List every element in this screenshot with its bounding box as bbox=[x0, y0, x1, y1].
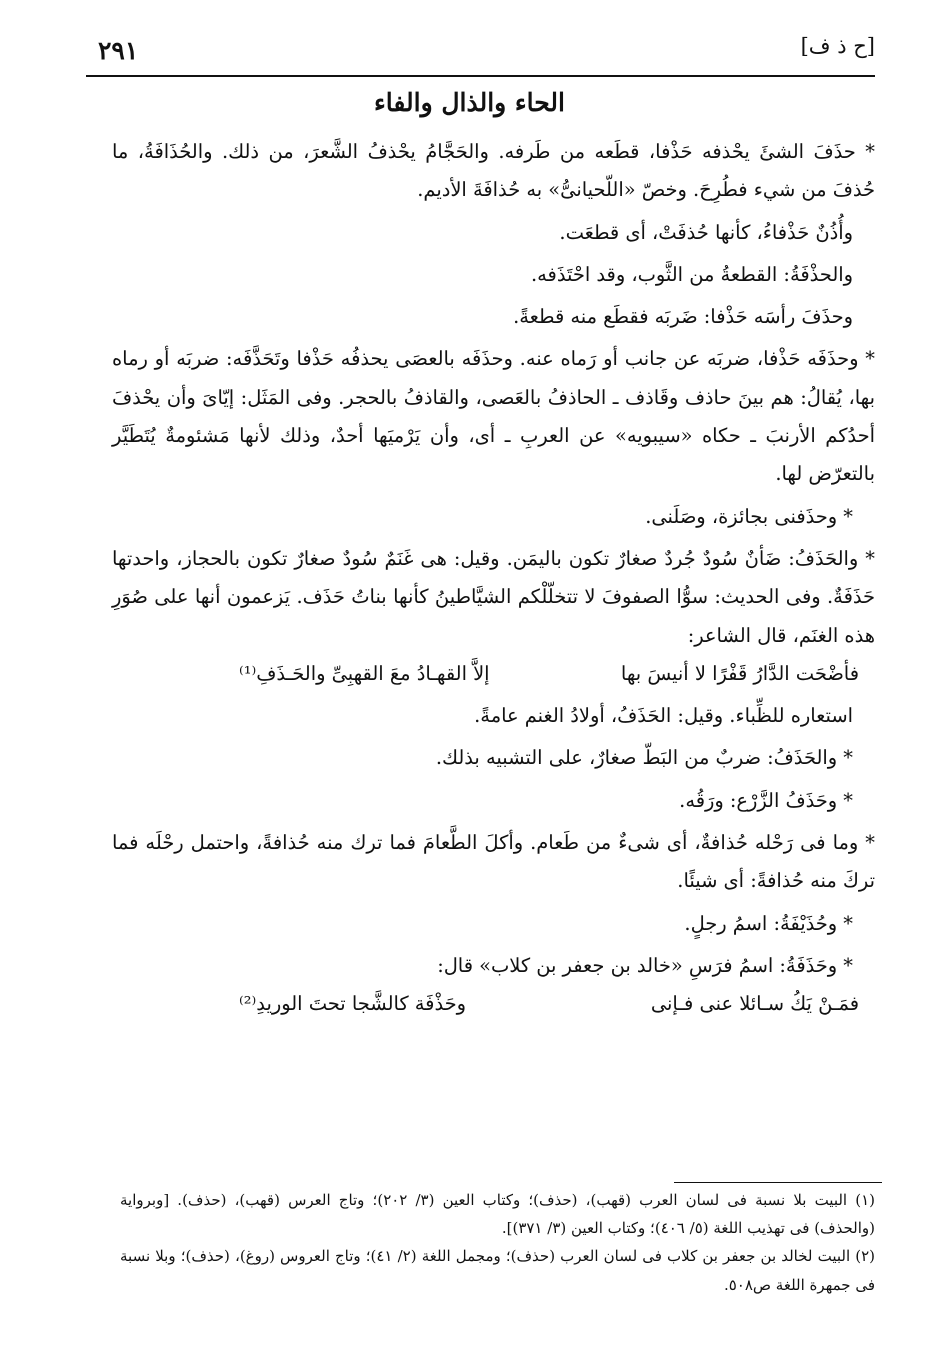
verse-first-hemistich: فأضْحَت الدَّارُ قَفْرًا لا أنيسَ بها bbox=[620, 661, 859, 685]
verse-second-hemistich: وحَذْفَة كالشَّجا تحتَ الوريدِ⁽²⁾ bbox=[239, 992, 466, 1016]
paragraph: استعاره للظِّباء. وقيل: الحَذَفُ، أولادُ الغنم عامةً. bbox=[474, 704, 853, 728]
paragraph: * حذَفَ الشئَ يحْذفه حَذْفا، قطَعه من طَرفه. والحَجَّامُ يحْذفُ الشَّعرَ، من ذلك. والحُذَافَةُ، ما حُذفَ من شيء فطُرِحَ. وخصّ «اللّحيانىُّ» به حُذافَةَ الأديم. bbox=[112, 140, 875, 202]
paragraph: * وحَذَفَةُ: اسمُ فرَسِ «خالد بن جعفر بن كلاب» قال: bbox=[437, 953, 853, 977]
paragraph: وحذَفَ رأسَه حَذْفا: ضَربَه فقطَع منه قطعةً. bbox=[513, 305, 853, 329]
footnote-rule bbox=[674, 1182, 882, 1183]
entry-body bbox=[112, 133, 875, 1024]
verse-first-hemistich: فمَـنْ يَكُ سـائلا عنى فـإنى bbox=[650, 992, 859, 1016]
paragraph: * وحذَفنى بجائزة، وصَلَنى. bbox=[645, 504, 853, 528]
section-title: الحاء والذال والفاء bbox=[373, 88, 565, 117]
paragraph: والحذْفَةُ: القطعةُ من الثَّوب، وقد احْتَذَفه. bbox=[530, 262, 853, 286]
paragraph: * وما فى رَحْله حُذافةٌ، أى شىءٌ من طَعام. وأكلَ الطَّعامَ فما ترك منه حُذافةً، واحتمل رحْلَه فما تركَ منه حُذافةً: أى شيئًا. bbox=[112, 831, 875, 893]
paragraph: وأُذُنٌ حَذْفاءُ، كأنها حُذفَتْ، أى قطعَت. bbox=[559, 220, 853, 244]
paragraph: * وحَذَفُ الزَّرْع: ورَقُه. bbox=[679, 788, 853, 812]
paragraph: * وحذَفَه حَذْفا، ضربَه عن جانب أو رَماه عنه. وحذَفَه بالعصَى يحذفُه حَذْفا وتَحَذَّفَه: ضربَه أو رماه بها، يُقالُ: هم بينَ حاذف وقَاذف ـ الحاذفُ بالعَصى، والقاذفُ بالحجر. وفى المَثَل: إيّاىَ وأن يحْذفَ أحدُكم الأرنبَ ـ حكاه «سيبويه» عن العربِ ـ أى، وأن يَرْميَها أحدٌ، وذلك لأنها مَشئومةٌ يُتَطَيَّر بالتعرّض لها. bbox=[112, 347, 875, 486]
verse-second-hemistich: إلاَّ القهـادُ معَ القهبِىِّ والحَـذَفِ⁽¹⁾ bbox=[239, 661, 490, 685]
paragraph: * وحُذَيْفَةُ: اسمُ رجلٍ. bbox=[684, 911, 853, 935]
footnote: (٢) البيت لخالد بن جعفر بن كلاب فى لسان العرب (حذف)؛ ومجمل اللغة (٢/ ٤١)؛ وتاج العروس (روغ)، (حذف)؛ وبلا نسبة فى جمهرة اللغة ص٥٠٨. bbox=[120, 1247, 875, 1294]
header-rule bbox=[86, 75, 875, 77]
paragraph: * والحَذَفُ: ضربٌ من البَطّ صغارٌ، على التشبيه بذلك. bbox=[435, 746, 853, 770]
footnotes bbox=[120, 1186, 875, 1299]
running-header-root: [ح ذ ف] bbox=[800, 34, 875, 58]
verse-line bbox=[239, 655, 859, 693]
paragraph: * والحَذَفُ: ضَأنٌ سُودٌ جُردٌ صغارٌ تكون باليمَن. وقيل: هى غَنَمٌ سُودٌ صغارٌ تكون بالحجاز، واحدتها حَذَفَةٌ. وفى الحديث: سوُّا الصفوفَ لا تتخلّلْكم الشيَّاطينُ كأنها بناتُ حَذَف. يَزعمون أنها على صُوَرِ هذه الغنَم، قال الشاعر: bbox=[112, 546, 875, 647]
footnote: (١) البيت بلا نسبة فى لسان العرب (قهب)، (حذف)؛ وكتاب العين (٣/ ٢٠٢)؛ وتاج العرس (قهب)، (حذف). [وبرواية (والحذف) فى تهذيب اللغة (٥/ ٤٠٦)؛ وكتاب العين (٣/ ٣٧١)]. bbox=[120, 1191, 875, 1238]
verse-line bbox=[239, 985, 859, 1023]
page-number: ٢٩١ bbox=[98, 36, 139, 65]
